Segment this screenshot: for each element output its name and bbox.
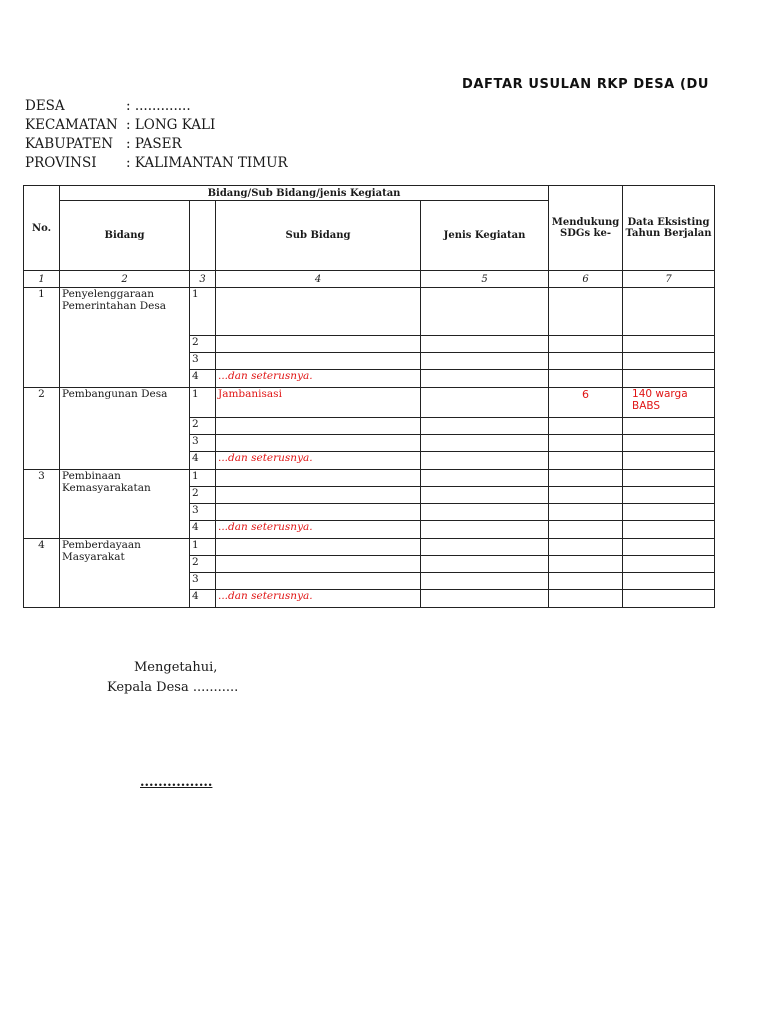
meta-value: : KALIMANTAN TIMUR	[126, 155, 288, 171]
col-number: 2	[60, 271, 190, 288]
data-eksisting	[623, 452, 715, 470]
sdgs-value	[549, 504, 623, 521]
group-no: 1	[24, 288, 60, 388]
sub-bidang	[216, 435, 421, 452]
sub-no: 3	[190, 573, 216, 590]
data-eksisting	[623, 590, 715, 608]
sub-bidang	[216, 470, 421, 487]
meta-row-provinsi	[25, 154, 288, 173]
sdgs-value	[549, 418, 623, 435]
sdgs-value	[549, 435, 623, 452]
sub-no: 4	[190, 521, 216, 539]
sdgs-value	[549, 353, 623, 370]
sub-no: 1	[190, 470, 216, 487]
sdgs-value	[549, 539, 623, 556]
meta-label: KABUPATEN	[25, 136, 114, 152]
jenis-kegiatan	[421, 556, 549, 573]
sub-bidang	[216, 487, 421, 504]
header-sub-bidang: Sub Bidang	[216, 201, 421, 271]
meta-value: : .............	[126, 98, 191, 114]
sub-no: 4	[190, 370, 216, 388]
data-eksisting	[623, 470, 715, 487]
jenis-kegiatan	[421, 539, 549, 556]
col-number: 1	[24, 271, 60, 288]
data-eksisting	[623, 521, 715, 539]
header-sdgs: Mendukung SDGs ke-	[549, 186, 623, 271]
sub-bidang	[216, 504, 421, 521]
jenis-kegiatan	[421, 590, 549, 608]
sub-bidang	[216, 418, 421, 435]
data-eksisting	[623, 573, 715, 590]
sub-no: 1	[190, 388, 216, 418]
sdgs-value	[549, 470, 623, 487]
sub-bidang	[216, 573, 421, 590]
sub-bidang-etc: ...dan seterusnya.	[216, 590, 421, 608]
jenis-kegiatan	[421, 288, 549, 336]
data-eksisting	[623, 418, 715, 435]
data-eksisting	[623, 487, 715, 504]
jenis-kegiatan	[421, 336, 549, 353]
jenis-kegiatan	[421, 353, 549, 370]
signature-role: Kepala Desa ...........	[107, 680, 239, 695]
group-no: 3	[24, 470, 60, 539]
sub-bidang-etc: ...dan seterusnya.	[216, 370, 421, 388]
jenis-kegiatan	[421, 521, 549, 539]
col-number: 4	[216, 271, 421, 288]
sdgs-value	[549, 452, 623, 470]
data-eksisting	[623, 336, 715, 353]
group-bidang: Pembangunan Desa	[60, 388, 190, 470]
sdgs-value	[549, 288, 623, 336]
data-eksisting	[623, 435, 715, 452]
jenis-kegiatan	[421, 370, 549, 388]
header-no: No.	[24, 186, 60, 271]
sub-bidang-etc: ...dan seterusnya.	[216, 521, 421, 539]
col-number: 5	[421, 271, 549, 288]
table-row	[24, 470, 715, 487]
data-eksisting	[623, 370, 715, 388]
sub-bidang: Jambanisasi	[216, 388, 421, 418]
sdgs-value	[549, 487, 623, 504]
header-group: Bidang/Sub Bidang/jenis Kegiatan	[60, 186, 549, 201]
sdgs-value	[549, 521, 623, 539]
data-eksisting	[623, 504, 715, 521]
jenis-kegiatan	[421, 388, 549, 418]
jenis-kegiatan	[421, 573, 549, 590]
sub-no: 4	[190, 452, 216, 470]
sdgs-value	[549, 336, 623, 353]
signature-known: Mengetahui,	[134, 660, 218, 675]
meta-row-kabupaten	[25, 135, 288, 154]
sdgs-value	[549, 573, 623, 590]
jenis-kegiatan	[421, 504, 549, 521]
data-eksisting	[623, 288, 715, 336]
meta-label: PROVINSI	[25, 155, 97, 171]
sub-bidang	[216, 336, 421, 353]
sub-no: 2	[190, 556, 216, 573]
sdgs-value	[549, 556, 623, 573]
meta-value: : PASER	[126, 136, 182, 152]
sub-bidang	[216, 539, 421, 556]
col-number: 6	[549, 271, 623, 288]
jenis-kegiatan	[421, 470, 549, 487]
data-eksisting: 140 warga BABS	[623, 388, 715, 418]
data-eksisting	[623, 353, 715, 370]
header-jenis-kegiatan: Jenis Kegiatan	[421, 201, 549, 271]
group-bidang: Pemberdayaan Masyarakat	[60, 539, 190, 608]
sdgs-value	[549, 370, 623, 388]
sub-no: 3	[190, 435, 216, 452]
sdgs-value: 6	[549, 388, 623, 418]
sub-no: 1	[190, 288, 216, 336]
table-row	[24, 388, 715, 418]
jenis-kegiatan	[421, 452, 549, 470]
sub-bidang	[216, 556, 421, 573]
sub-no: 3	[190, 353, 216, 370]
meta-label: KECAMATAN	[25, 117, 118, 133]
sub-bidang-etc: ...dan seterusnya.	[216, 452, 421, 470]
sub-no: 2	[190, 487, 216, 504]
sdgs-value	[549, 590, 623, 608]
header-sub-no	[190, 201, 216, 271]
sub-no: 2	[190, 336, 216, 353]
jenis-kegiatan	[421, 418, 549, 435]
group-bidang: Pembinaan Kemasyarakatan	[60, 470, 190, 539]
group-no: 2	[24, 388, 60, 470]
sub-no: 3	[190, 504, 216, 521]
sub-no: 4	[190, 590, 216, 608]
meta-row-desa	[25, 97, 288, 116]
jenis-kegiatan	[421, 435, 549, 452]
col-number: 7	[623, 271, 715, 288]
col-number: 3	[190, 271, 216, 288]
meta-label: DESA	[25, 98, 65, 114]
group-bidang: Penyelenggaraan Pemerintahan Desa	[60, 288, 190, 388]
table-row	[24, 539, 715, 556]
sub-no: 2	[190, 418, 216, 435]
document-title: DAFTAR USULAN RKP DESA (DU	[462, 77, 710, 92]
header-bidang: Bidang	[60, 201, 190, 271]
signature-name: ................	[140, 775, 213, 790]
meta-row-kecamatan	[25, 116, 288, 135]
sub-bidang	[216, 288, 421, 336]
table-row	[24, 288, 715, 336]
header-data-eksisting: Data Eksisting Tahun Berjalan	[623, 186, 715, 271]
group-no: 4	[24, 539, 60, 608]
meta-value: : LONG KALI	[126, 117, 216, 133]
usulan-table	[23, 185, 715, 608]
data-eksisting	[623, 556, 715, 573]
jenis-kegiatan	[421, 487, 549, 504]
sub-bidang	[216, 353, 421, 370]
data-eksisting	[623, 539, 715, 556]
header-info	[25, 97, 288, 173]
sub-no: 1	[190, 539, 216, 556]
